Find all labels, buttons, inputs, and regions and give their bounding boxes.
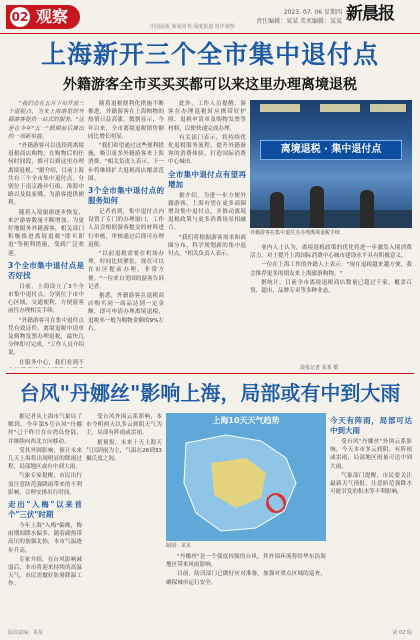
weather-map-title: 上海10天天气趋势 [212, 416, 280, 425]
paragraph: 受其外围影响，预计未来几天上海将出现明显的降雨过程，局部地区或有中到大雨。 [8, 447, 82, 471]
paragraph: "我们会在五月下旬开放三个退税点，为来上海游览的外籍游客提供一站式的服务。"这是在今年"五一"假期前后推出的一项新举措。 [8, 101, 84, 140]
story2-subheading-1: 走出"入梅"以来首个"三伏"时期 [8, 500, 82, 520]
story1-subheading-3: 全市集中退付点有望再增加 [168, 169, 246, 189]
editor-line: 责任编辑：某某 美术编辑：某某 [256, 18, 342, 25]
paragraph: 随着入境旅游逐步恢复，来沪游客数量不断增加。为更好地服务外籍游客，相关部门积极推进离境退税"即买即退"等便利措施，受到广泛欢迎。 [8, 209, 84, 257]
brand-name: 新晨报 [346, 4, 394, 24]
page-footer [0, 628, 420, 640]
story1-subheading-2: 3个全市集中退付点的服务如何 [88, 186, 164, 206]
paragraph: 据统计，目前全市离境退税商店数量已超过千家，覆盖百货、超市、品牌专卖等多种业态。 [250, 279, 412, 295]
paragraph: 一位在上海工作的外籍人士表示："现在退税越来越方便，我会推荐更多的朋友来上海旅游购物。" [250, 262, 412, 277]
paragraph: 专家介绍，在台风影响减弱后，本市将迎来持续的高温天气，市民需做好防暑降温工作。 [8, 556, 82, 588]
story2-column-2 [86, 413, 162, 625]
paragraph: "我们将根据游客需求和商圈分布，科学规划新的集中退付点。"相关负责人表示。 [168, 234, 246, 258]
footer-right: 第 02 版 [392, 630, 412, 636]
tax-refund-photo [250, 100, 412, 228]
paragraph: "外籍游客可以选择到离境退税商店购物，在购物后的任何时间段，都可以到这里办理离境退税。"据介绍，目前上海共有三个全市集中退付点，分别位于南京路步行街、淮海中路以及陆家嘴，为游客提供便利。 [8, 143, 84, 207]
ceiling-light [260, 104, 300, 112]
story1-column-3 [168, 100, 246, 368]
paragraph: 据悉，外籍游客在退税商店购买同一商品达到一定金额，即可申请办理离境退税，退税率一般为购物金额的9%左右。 [88, 293, 164, 332]
paragraph: "外籍游客可在集中退付点凭有效证件、离境退税申请单及购物发票办理退税，最快几分钟即可完成。"工作人员介绍说。 [8, 317, 84, 357]
section-badge [6, 5, 80, 29]
section-number: 02 [10, 7, 30, 27]
weather-map [166, 413, 326, 541]
paragraph: 随着退税便利化措施不断推进，外籍游客在上海购物的热情日益高涨。数据显示，今年以来，全市离境退税销售额同比增长明显。 [88, 101, 164, 140]
header-rule [0, 33, 420, 34]
story2-subheading-2: 今天有阵雨，局部可达中到大雨 [330, 416, 412, 435]
paragraph: "我们希望通过这些便利措施，吸引更多外籍游客来上海消费。"相关负责人表示，下一步将继续扩大退税商店覆盖范围。 [88, 143, 164, 182]
weather-map-caption: 制图：某某 [166, 543, 192, 549]
paragraph: 气象专家提醒，市民出行需注意防范强降雨带来的不利影响，合理安排出行时间。 [8, 473, 82, 496]
paragraph: "以前退税需要在机场办理，时间比较紧张，现在可以在市区提前办理，非常方便。"一位来自美国的游客告诉记者。 [88, 251, 164, 290]
paragraph: 有关部门表示，将持续优化退税服务流程，提升外籍游客的消费体验，打造国际消费中心城市。 [168, 134, 246, 166]
story1-column-2 [88, 100, 164, 368]
person-figure [270, 192, 284, 228]
paragraph: 受台风"丹娜丝"外围云系影响，今天本市多云到阴，有阵雨或雷雨，局部地区雨量可达中到大雨。 [330, 439, 412, 470]
header-subline: 中国晨报 新闻周刊 深度报道 时评观察 [150, 24, 235, 30]
story1-subhead: 外籍游客全市买买买都可以来这里办理离境退税 [63, 77, 357, 93]
story2-column-2b [166, 553, 326, 625]
story2-column-1 [8, 413, 82, 625]
paragraph: 受台风外围云系影响，本市今明两天以多云到阴天气为主，局部有阵雨或雷雨。 [86, 414, 162, 437]
paragraph: 业内人士认为，离境退税政策的优化将进一步激发入境消费活力，对于提升上海国际消费中心城市建设水平具有积极意义。 [250, 245, 412, 260]
section-name: 观察 [36, 7, 69, 26]
date-line: 2023. 07. 06 星期四 [283, 9, 342, 16]
header-meta [256, 8, 342, 26]
paragraph: 据介绍，为进一步方便外籍游客，上海有望在更多商圈增设集中退付点，并推动离境退税政策与更多消费场景相融合。 [168, 192, 246, 232]
story2-column-3 [330, 413, 412, 625]
paragraph: 气象部门提醒，市民要关注最新天气预报，注意防范强降水可能引发的积水等不利影响。 [330, 472, 412, 496]
person-figure [360, 190, 374, 228]
paragraph: 此外，工作人员提醒，游客在办理退税时应携带好护照、退税申请单及购物发票等材料，以便快速完成办理。 [168, 101, 246, 132]
paragraph: 据记者从上海市气象局了解到，今年第5号台风"丹娜丝"已于昨日在台湾岛登陆，并继续向西北方向移动。 [8, 414, 82, 445]
story1-column-4 [250, 244, 412, 362]
story-divider [6, 373, 414, 374]
footer-left: 版面责编：某某 [8, 630, 44, 636]
refund-center-sign: 离境退税 · 集中退付点 [260, 140, 402, 160]
paragraph: 今年上海"入梅"偏晚，梅雨期间降水偏多。随着副热带高压的加强北抬，本市气温逐步升高。 [8, 523, 82, 554]
person-figure [310, 186, 324, 228]
paragraph: 据预报，未来十天上海天气以阴雨为主，气温在26到33摄氏度之间。 [86, 439, 162, 463]
photo-credit: 晨报记者 某某 摄 [300, 365, 339, 371]
paragraph: 记者看到，集中退付点内设置了专门的办理窗口，工作人员会根据游客提交的材料进行审核，审核通过后即可办理退税。 [88, 209, 164, 248]
story1-column-1 [8, 100, 84, 368]
page-header [0, 0, 420, 34]
story1-headline: 上海新开三个全市集中退付点 [40, 40, 379, 69]
ceiling-light [370, 104, 406, 112]
paragraph: "丹娜丝"是一个强度较强的台风，其外围环流将给华东沿海地区带来风雨影响。 [166, 554, 326, 569]
paragraph: 目前，上海设立了3个全市集中退付点，分别位于市中心区域，交通便利，方便游客前往办理相关手续。 [8, 283, 84, 315]
story2-headline: 台风"丹娜丝"影响上海，局部或有中到大雨 [19, 381, 401, 405]
photo-caption: 外籍游客在集中退付点办理离境退税手续 [250, 230, 341, 236]
weather-map-graphic [166, 413, 326, 541]
paragraph: 在服务中心，我们看到不 [19, 359, 84, 366]
newspaper-logo [346, 3, 412, 29]
story1-subheading-1: 3个全市集中退付点是否好找 [8, 260, 84, 280]
ceiling-light [320, 104, 360, 112]
paragraph: 目前，防汛部门已做好应对准备，加强对重点区域的巡查，确保城市运行安全。 [166, 571, 326, 586]
